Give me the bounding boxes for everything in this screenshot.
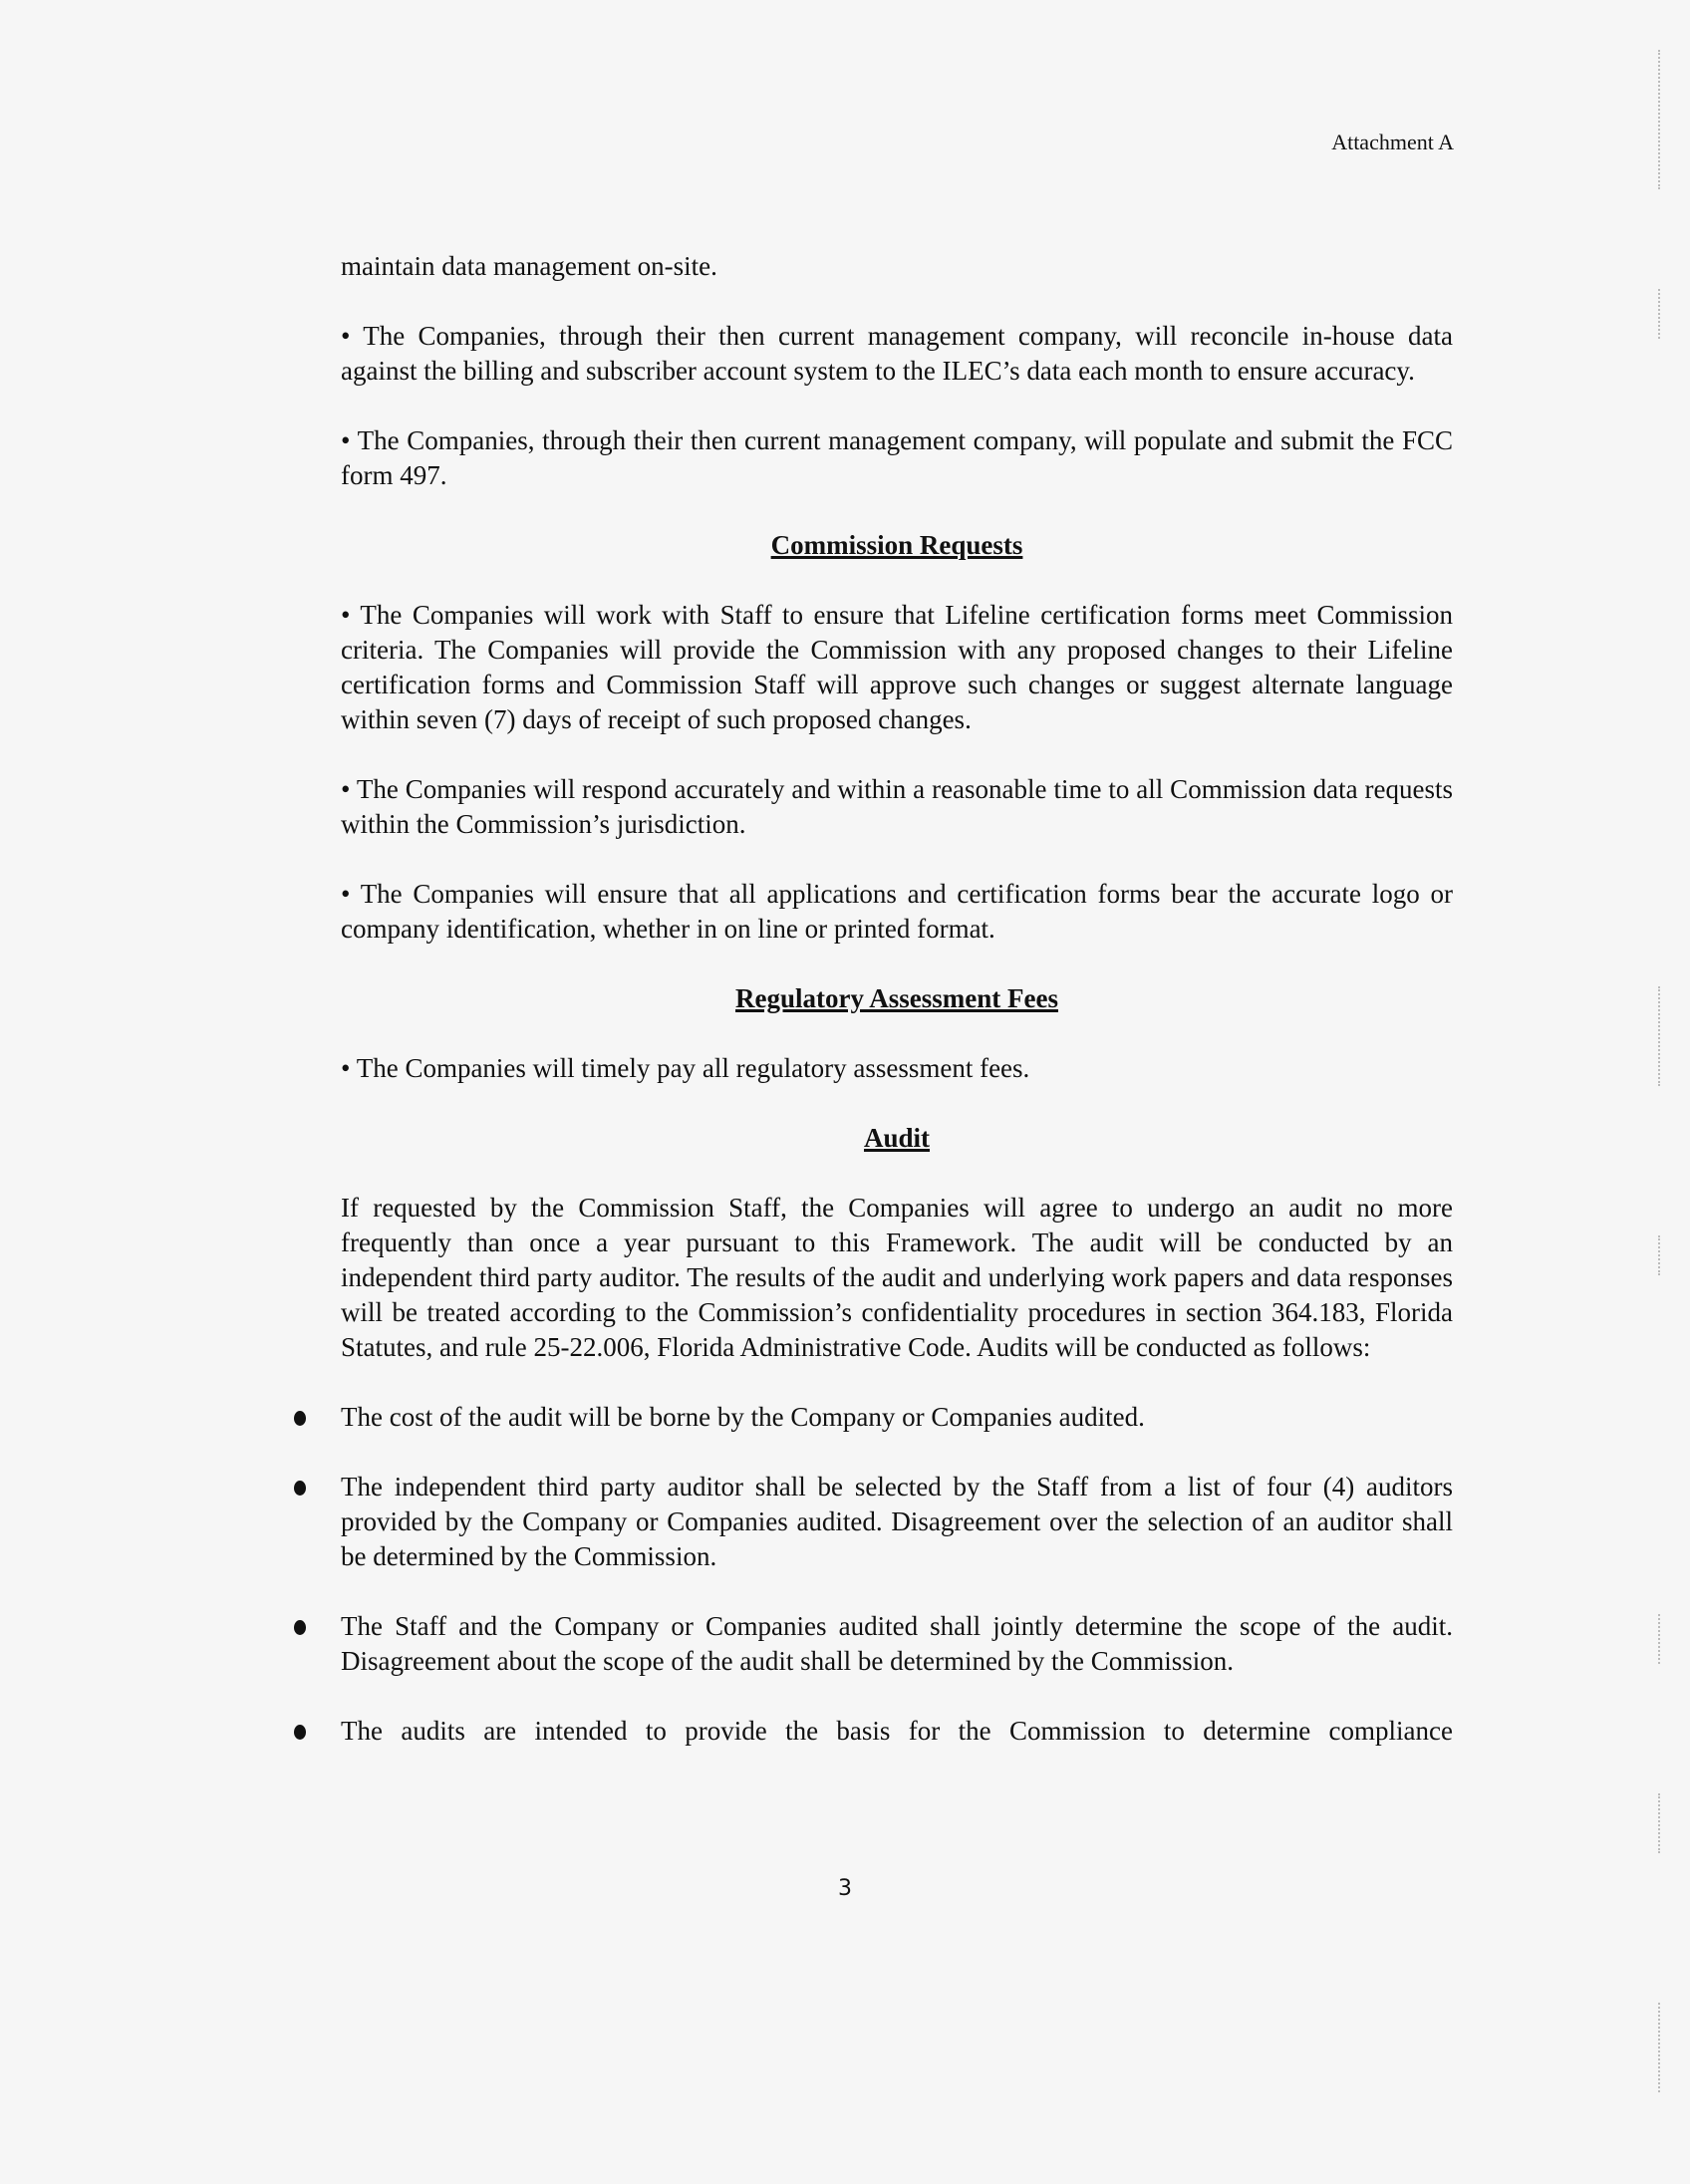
commission-bullet: • The Companies will respond accurately and within a reasonable time to all Commission data requests within the Commission’s jurisdiction. — [341, 774, 1453, 839]
audit-list — [341, 1400, 1453, 1749]
audit-list-item — [341, 1714, 1453, 1749]
intro-bullet: • The Companies, through their then current management company, will reconcile in-house data against the billing and subscriber account system to the ILEC’s data each month to ensure accuracy. — [341, 321, 1453, 386]
audit-item-text: The Staff and the Company or Companies audited shall jointly determine the scope of the audit. Disagreement about the scope of the audit shall be determined by the Commission. — [341, 1611, 1453, 1676]
audit-item-text: The independent third party auditor shall be selected by the Staff from a list of four (4) auditors provided by the Company or Companies audited. Disagreement over the selection of an auditor shall be determined by the Commission. — [341, 1472, 1453, 1571]
scan-artifact — [1658, 986, 1662, 1086]
commission-bullet: • The Companies will work with Staff to ensure that Lifeline certification forms meet Commission criteria. The Companies will provide the Commission with any proposed changes to their Lifeline certification forms and Commission Staff will approve such changes or suggest alternate language within seven (7) days of receipt of such proposed changes. — [341, 600, 1453, 734]
commission-bullet: • The Companies will ensure that all applications and certification forms bear the accurate logo or company identification, whether in on line or printed format. — [341, 879, 1453, 944]
carryover-text: maintain data management on-site. — [341, 251, 717, 281]
document-body — [341, 249, 1453, 1783]
section-heading-commission-requests: Commission Requests — [770, 530, 1023, 560]
section-heading-audit: Audit — [863, 1123, 931, 1153]
bullet-icon — [294, 1481, 306, 1496]
audit-list-item — [341, 1400, 1453, 1435]
audit-paragraph: If requested by the Commission Staff, the Companies will agree to undergo an audit no more frequently than once a year pursuant to this Framework. The audit will be conducted by an independent third party auditor. The results of the audit and underlying work papers and data responses will be treated according to the Commission’s confidentiality procedures in section 364.183, Florida Statutes, and rule 25-22.006, Florida Administrative Code. Audits will be conducted as follows: — [341, 1193, 1453, 1362]
scan-artifact — [1658, 50, 1662, 189]
scan-artifact — [1658, 1614, 1662, 1664]
scan-artifact — [1658, 2003, 1662, 2092]
intro-bullet: • The Companies, through their then current management company, will populate and submit the FCC form 497. — [341, 425, 1453, 490]
attachment-label: Attachment A — [1331, 130, 1454, 154]
bullet-icon — [294, 1725, 306, 1740]
fees-bullet: • The Companies will timely pay all regulatory assessment fees. — [341, 1053, 1030, 1083]
audit-item-text: The audits are intended to provide the basis for the Commission to determine compliance — [341, 1716, 1453, 1746]
scan-artifact — [1658, 1235, 1662, 1275]
audit-list-item — [341, 1609, 1453, 1679]
page-number: 3 — [838, 1876, 852, 1901]
bullet-icon — [294, 1620, 306, 1635]
scan-artifact — [1658, 1793, 1662, 1853]
audit-item-text: The cost of the audit will be borne by the Company or Companies audited. — [341, 1402, 1145, 1432]
audit-list-item — [341, 1470, 1453, 1574]
scan-artifact — [1658, 289, 1662, 339]
section-heading-regulatory-fees: Regulatory Assessment Fees — [735, 983, 1058, 1013]
bullet-icon — [294, 1411, 306, 1426]
